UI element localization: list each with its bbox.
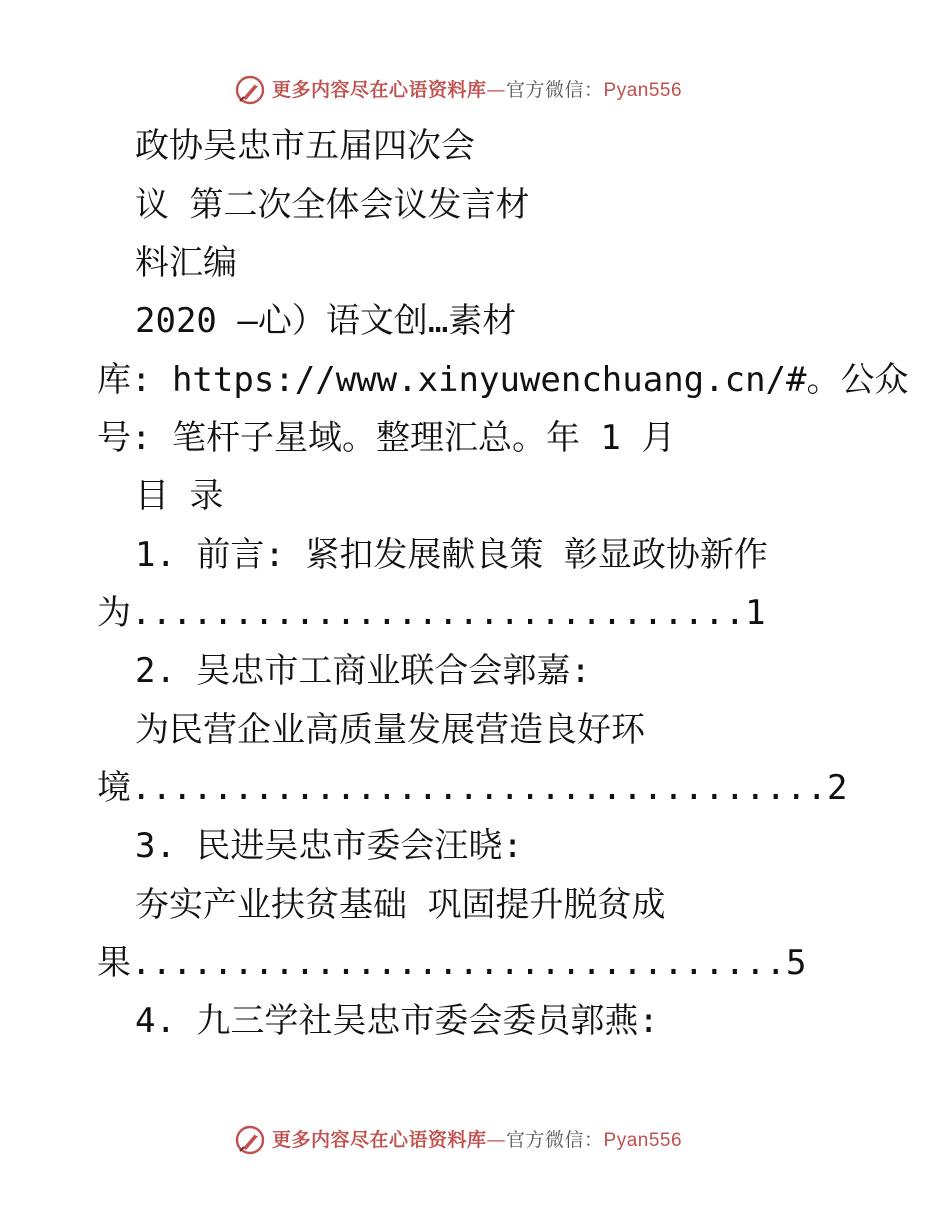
quill-pen-logo-icon bbox=[234, 1124, 266, 1156]
header-watermark-banner bbox=[0, 70, 950, 110]
banner-main-text: 更多内容尽在心语资料库 bbox=[272, 1129, 487, 1151]
title-line-2: 议 第二次全体会议发言材 bbox=[135, 185, 530, 225]
quill-pen-logo-icon bbox=[234, 74, 266, 106]
banner-dash: — bbox=[486, 79, 507, 101]
banner-wechat-label: 官方微信： bbox=[506, 79, 604, 101]
banner-text bbox=[272, 1128, 682, 1153]
toc-item-4-title: 4. 九三学社吴忠市委会委员郭燕: bbox=[135, 1001, 659, 1041]
source-line-1: 2020 —心）语文创…素材 bbox=[135, 301, 517, 341]
title-line-3: 料汇编 bbox=[135, 243, 237, 283]
toc-item-2-title: 2. 吴忠市工商业联合会郭嘉: bbox=[135, 651, 591, 691]
title-line-1: 政协吴忠市五届四次会 bbox=[135, 126, 475, 166]
toc-item-2-subtitle: 为民营企业高质量发展营造良好环 bbox=[135, 710, 645, 750]
toc-item-3-title: 3. 民进吴忠市委会汪晓: bbox=[135, 826, 523, 866]
banner-dash: — bbox=[486, 1129, 507, 1151]
banner-main-text: 更多内容尽在心语资料库 bbox=[272, 79, 487, 101]
banner-wechat-label: 官方微信： bbox=[506, 1129, 604, 1151]
toc-item-3-subtitle: 夯实产业扶贫基础 巩固提升脱贫成 bbox=[135, 885, 666, 925]
banner-wechat-id: Pyan556 bbox=[603, 1130, 683, 1151]
banner-text bbox=[272, 78, 682, 103]
footer-watermark-banner bbox=[0, 1120, 950, 1160]
toc-heading: 目 录 bbox=[135, 476, 224, 516]
source-line-3: 号: 笔杆子星域。整理汇总。年 1 月 bbox=[97, 418, 676, 458]
toc-item-1-title: 1. 前言: 紧扣发展献良策 彰显政协新作 bbox=[135, 535, 768, 575]
toc-item-1-leader: 为..............................1 bbox=[97, 593, 766, 633]
toc-item-3-leader: 果................................5 bbox=[97, 943, 807, 983]
source-line-2: 库: https://www.xinyuwenchuang.cn/#。公众 bbox=[97, 360, 909, 400]
banner-wechat-id: Pyan556 bbox=[603, 80, 683, 101]
toc-item-2-leader: 境..................................2 bbox=[97, 768, 848, 808]
